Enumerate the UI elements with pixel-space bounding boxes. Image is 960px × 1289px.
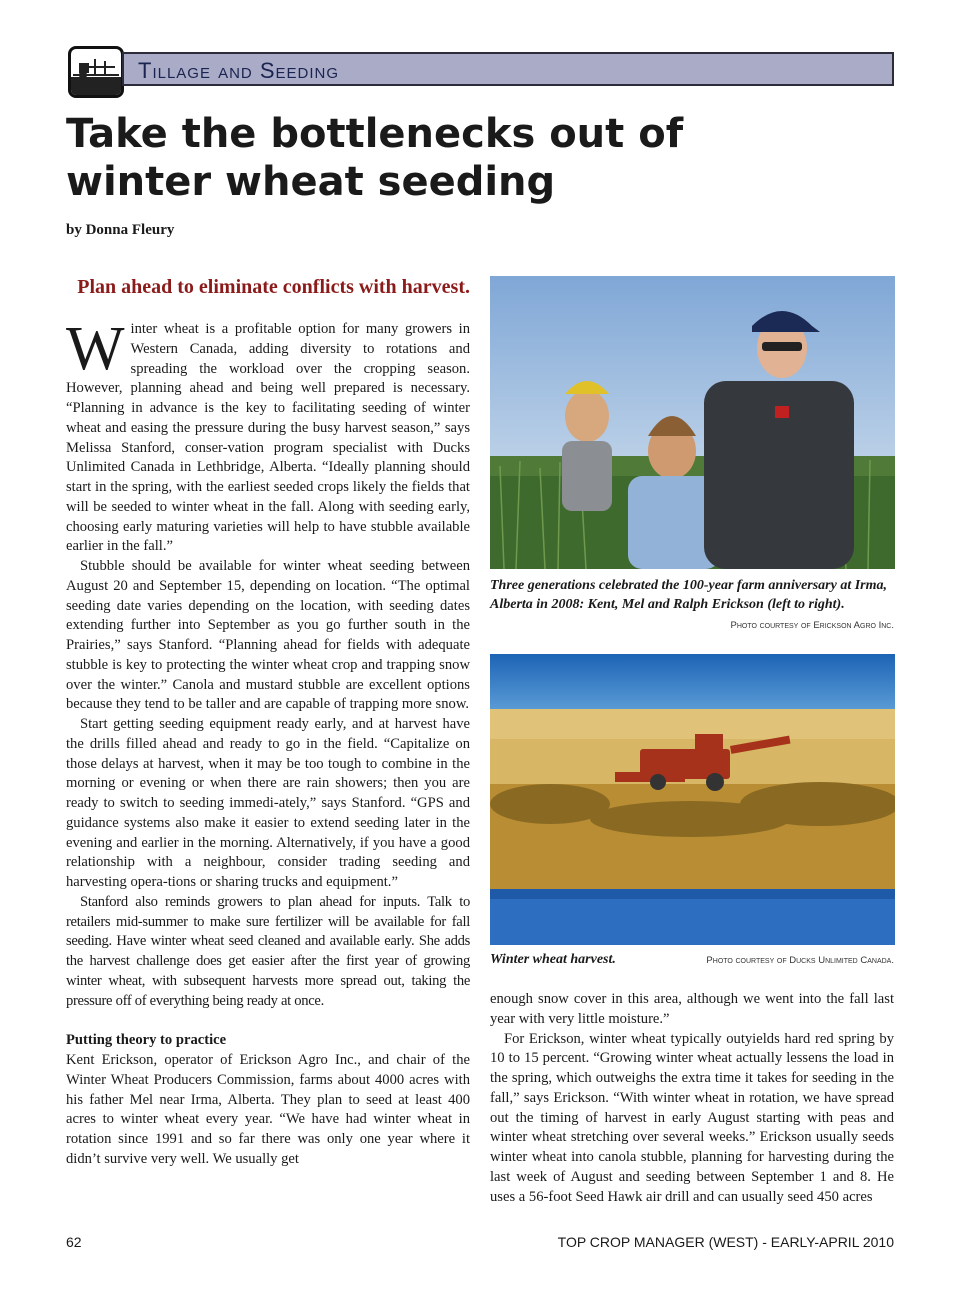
photo-caption: Winter wheat harvest. xyxy=(490,952,616,967)
paragraph: For Erickson, winter wheat typically outyields hard red spring by 10 to 15 percent. “Growing winter wheat actually lessens the load in the spring, which outweighs the extra time it takes for seeding in the fall,” says Erickson. “With winter wheat in rotation, we have spread out the timing of harvest in early August starting with peas and winter wheat stretching over several weeks.” Erickson usually seeds winter wheat into canola stubble, planning for harvesting during the last week of August and seeding between September 1 and 8. He uses a 56-foot Seed Hawk air drill and can usually seed 450 acres xyxy=(490,1030,894,1205)
headline xyxy=(66,110,766,206)
photo-credit: Photo courtesy of Ducks Unlimited Canada. xyxy=(706,955,894,966)
paragraph xyxy=(66,315,470,557)
headline-line1: Take the bottlenecks out of xyxy=(66,111,684,157)
paragraph: Stanford also reminds growers to plan ahead for inputs. Talk to retailers mid-summer to make sure fertilizer will be available for fall seeding. Have winter wheat seed cleaned and available early. She adds the harvest challenge does get easier after the first year of growing winter wheat, with subsequent harvests more spread out, taking the pressure off of everything being ready at once. xyxy=(66,893,470,1009)
right-column xyxy=(490,990,894,1207)
left-column xyxy=(66,315,470,1170)
paragraph: Kent Erickson, operator of Erickson Agro Inc., and chair of the Winter Wheat Producers Commission, farms about 4000 acres with his father Mel near Irma, Alberta. They plan to seed at least 400 acres to winter wheat every year. “We have had winter wheat in rotation since 1991 and so far there was only one year where it didn’t survive very well. We usually get xyxy=(66,1052,470,1167)
headline-line2: winter wheat seeding xyxy=(66,159,556,205)
section-band xyxy=(122,52,894,86)
dropcap: W xyxy=(66,315,125,383)
photo-erickson-family xyxy=(490,276,895,569)
section-title: Tillage and Seeding xyxy=(138,58,340,83)
publication-footer: TOP CROP MANAGER (WEST) - EARLY-APRIL 2010 xyxy=(557,1234,894,1250)
deck: Plan ahead to eliminate conflicts with harvest. xyxy=(77,276,470,298)
photo-caption: Three generations celebrated the 100-year farm anniversary at Irma, Alberta in 2008: Kent, Mel and Ralph Erickson (left to right). xyxy=(490,578,888,612)
paragraph: Start getting seeding equipment ready early, and at harvest have the drills filled ahead and ready to go in the field. “Capitalize on those delays at harvest, when it may be too tough to combine in the morning or evening or when there are rain showers; then you are ready to switch to seeding immedi-ately,” says Stanford. “GPS and guidance systems also make it easier to extend seeding later in the evening and earlier in the morning. Alternatively, if you have a good relationship with a neighbour, consider trading seeding and harvesting opera-tions or sharing trucks and equipment.” xyxy=(66,716,470,890)
paragraph: Stubble should be available for winter wheat seeding between August 20 and September 15, depending on location. “The optimal seeding date varies depending on the location, with seeding dates extending further into September as you go further south in the Prairies,” says Stanford. “Planning ahead for fields with adequate stubble is key to protecting the winter wheat crop and trapping snow over the winter.” Canola and mustard stubble are excellent options because they tend to be taller and are capable of trapping more snow. xyxy=(66,558,470,713)
photo-credit: Photo courtesy of Erickson Agro Inc. xyxy=(730,620,894,631)
subheading: Putting theory to practice xyxy=(66,1032,227,1049)
seeder-icon xyxy=(68,46,124,98)
section-header xyxy=(68,46,894,86)
paragraph: enough snow cover in this area, although we went into the fall last year with very little moisture.” xyxy=(490,991,894,1027)
paragraph-text: inter wheat is a profitable option for many growers in Western Canada, adding diversity to rotations and spreading the workload over the cropping season. However, planning ahead and being well prepared is necessary. “Planning in advance is the key to facilitating seeding of winter wheat and easing the pressure during the busy harvest season,” says Melissa Stanford, conser-vation program specialist with Ducks Unlimited Canada in Lethbridge, Alberta. “Ideally planning should start in the spring, with the earliest seeded crops likely the fields that will be seeded to winter wheat in the fall. Along with seeding early, choosing early maturing varieties will help to have stubble available earlier in the fall.” xyxy=(66,321,470,555)
photo-combine-harvest xyxy=(490,654,895,945)
byline: by Donna Fleury xyxy=(66,222,175,238)
page-number: 62 xyxy=(66,1234,82,1250)
